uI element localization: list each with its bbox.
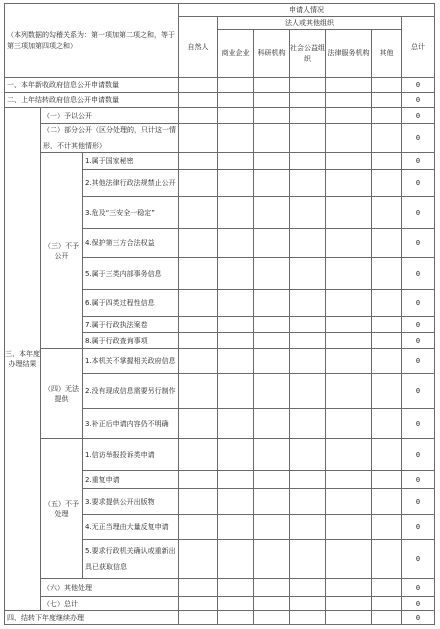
group-unable-to-provide (41, 349, 83, 439)
header-legal-service-text: 法律服务机构 (327, 49, 370, 57)
row-cell (218, 229, 254, 258)
row-total (402, 170, 435, 197)
row-cell (254, 229, 290, 258)
row-total (402, 124, 435, 153)
row-total (402, 78, 435, 93)
row-cell (372, 258, 402, 290)
row-label (4, 611, 179, 625)
row-cell (254, 540, 290, 579)
row-cell (218, 153, 254, 170)
header-other-text: 其他 (379, 49, 394, 57)
row-total-text: 0 (415, 357, 421, 365)
row-label-text: 6.属于四类过程性信息 (85, 299, 155, 307)
row-cell (326, 349, 372, 374)
row-total-text: 0 (415, 336, 421, 345)
row-label-text: 二、上年结转政府信息公开申请数量 (7, 96, 119, 104)
row-total-text: 0 (415, 419, 421, 428)
row-cell (372, 170, 402, 197)
header-total-text: 总计 (411, 42, 425, 51)
row-cell (218, 597, 254, 611)
row-label (41, 124, 179, 153)
row-label-text: （一）予以公开 (43, 111, 92, 120)
row-cell (290, 108, 326, 124)
row-label-text: （二）部分公开（区分处理的，只计这一情形，不计其他情形） (43, 126, 176, 150)
row-cell (179, 374, 218, 409)
row-cell (290, 197, 326, 229)
row-cell (254, 93, 290, 108)
row-total-text: 0 (415, 475, 421, 484)
row-label (83, 489, 179, 515)
row-cell (372, 108, 402, 124)
row-cell (372, 439, 402, 471)
row-cell (290, 333, 326, 349)
row-total (402, 515, 435, 540)
row-cell (254, 597, 290, 611)
row-label-text: 2.其他法律行政法规禁止公开 (85, 179, 176, 187)
row-cell (290, 374, 326, 409)
row-cell (290, 471, 326, 489)
row-label (41, 579, 179, 597)
row-cell (372, 409, 402, 439)
row-label (83, 317, 179, 333)
row-label (41, 597, 179, 611)
row-cell (326, 108, 372, 124)
row-cell (372, 540, 402, 579)
header-natural-person (179, 17, 218, 78)
row-cell (179, 153, 218, 170)
row-total (402, 258, 435, 290)
row-label (83, 170, 179, 197)
row-cell (326, 124, 372, 153)
row-cell (372, 374, 402, 409)
row-total (402, 540, 435, 579)
row-cell (179, 579, 218, 597)
row-cell (254, 197, 290, 229)
header-legal-entities (218, 17, 402, 30)
row-label-text: 1.本机关不掌握相关政府信息 (85, 357, 176, 365)
row-label (83, 515, 179, 540)
row-label (83, 471, 179, 489)
row-total (402, 611, 435, 625)
group-not-processed-text: （五）不予处理 (44, 499, 79, 518)
row-cell (254, 471, 290, 489)
row-cell (179, 290, 218, 317)
row-cell (254, 409, 290, 439)
row-cell (290, 78, 326, 93)
row-total (402, 471, 435, 489)
row-label-text: 4.保护第三方合法权益 (85, 239, 155, 247)
header-social-welfare (290, 30, 326, 78)
row-total-text: 0 (415, 111, 421, 120)
row-cell (179, 333, 218, 349)
row-total-text: 0 (415, 450, 421, 459)
row-cell (218, 317, 254, 333)
row-total (402, 108, 435, 124)
row-cell (326, 597, 372, 611)
row-label-text: 5.属于三类内部事务信息 (85, 269, 162, 278)
header-applicant-status (179, 3, 435, 17)
header-applicant-status-text: 申请人情况 (289, 5, 324, 14)
row-cell (326, 515, 372, 540)
row-cell (218, 439, 254, 471)
row-cell (372, 317, 402, 333)
header-total (402, 17, 435, 78)
row-label (83, 333, 179, 349)
row-total-text: 0 (415, 134, 421, 142)
row-cell (218, 124, 254, 153)
row-cell (179, 540, 218, 579)
header-business (218, 30, 254, 78)
row-cell (179, 439, 218, 471)
group-section-3-text: 三、本年度办理结果 (5, 350, 40, 368)
row-cell (372, 333, 402, 349)
row-cell (179, 515, 218, 540)
row-total-text: 0 (415, 96, 421, 104)
row-cell (372, 290, 402, 317)
row-cell (179, 471, 218, 489)
row-cell (290, 124, 326, 153)
row-cell (326, 93, 372, 108)
row-cell (290, 229, 326, 258)
row-label (83, 349, 179, 374)
row-cell (218, 579, 254, 597)
row-cell (218, 333, 254, 349)
row-label-text: 2.重复申请 (85, 475, 120, 484)
row-cell (372, 489, 402, 515)
row-cell (372, 153, 402, 170)
row-cell (179, 349, 218, 374)
row-cell (254, 579, 290, 597)
row-cell (254, 515, 290, 540)
row-cell (326, 170, 372, 197)
row-cell (218, 93, 254, 108)
row-cell (372, 579, 402, 597)
row-total-text: 0 (415, 555, 421, 563)
row-cell (179, 409, 218, 439)
row-cell (179, 170, 218, 197)
row-cell (290, 349, 326, 374)
row-total-text: 0 (415, 523, 421, 531)
row-cell (326, 374, 372, 409)
row-cell (254, 108, 290, 124)
row-cell (372, 611, 402, 625)
row-cell (326, 489, 372, 515)
header-note (4, 3, 179, 78)
row-total (402, 317, 435, 333)
header-note-text: （本列数据的勾稽关系为：第一项加第二项之和，等于第三项加第四项之和） (7, 30, 175, 50)
row-cell (290, 317, 326, 333)
row-total (402, 489, 435, 515)
row-cell (218, 258, 254, 290)
row-cell (290, 540, 326, 579)
row-cell (326, 290, 372, 317)
row-total (402, 197, 435, 229)
row-label (83, 439, 179, 471)
row-total (402, 409, 435, 439)
row-total-text: 0 (415, 81, 421, 89)
row-cell (290, 93, 326, 108)
row-cell (218, 374, 254, 409)
row-label (83, 258, 179, 290)
group-unable-to-provide-text: （四）无法提供 (44, 384, 79, 403)
row-cell (326, 229, 372, 258)
row-cell (326, 540, 372, 579)
group-section-3 (4, 108, 41, 611)
row-label-text: 1.属于国家秘密 (85, 157, 134, 165)
row-label-text: 一、本年新收政府信息公开申请数量 (7, 81, 119, 89)
information-disclosure-table (4, 3, 435, 625)
row-cell (179, 611, 218, 625)
row-label (4, 93, 179, 108)
row-label-text: 5.要求行政机关确认或重新出具已获取信息 (85, 547, 176, 571)
row-cell (254, 258, 290, 290)
row-cell (179, 197, 218, 229)
group-not-processed (41, 439, 83, 579)
header-research (254, 30, 290, 78)
row-cell (326, 197, 372, 229)
row-label (4, 78, 179, 93)
row-total (402, 374, 435, 409)
row-cell (372, 471, 402, 489)
header-social-welfare-text: 社会公益组织 (290, 43, 325, 63)
header-legal-entities-text: 法人或其他组织 (285, 18, 334, 27)
row-cell (218, 349, 254, 374)
row-cell (254, 317, 290, 333)
row-total (402, 579, 435, 597)
row-cell (254, 489, 290, 515)
row-cell (372, 515, 402, 540)
row-cell (254, 439, 290, 471)
row-cell (179, 108, 218, 124)
row-cell (179, 93, 218, 108)
row-cell (290, 611, 326, 625)
group-not-disclosed (41, 153, 83, 349)
row-cell (218, 108, 254, 124)
row-label-text: 7.属于行政执法案卷 (85, 320, 148, 329)
row-cell (372, 197, 402, 229)
row-cell (254, 349, 290, 374)
row-cell (326, 78, 372, 93)
row-cell (326, 579, 372, 597)
row-total-text: 0 (415, 497, 421, 506)
row-cell (372, 93, 402, 108)
row-cell (179, 78, 218, 93)
row-total-text: 0 (415, 157, 421, 165)
row-total-text: 0 (415, 299, 421, 307)
row-cell (290, 489, 326, 515)
row-cell (290, 597, 326, 611)
row-label (83, 153, 179, 170)
row-label-text: 3.危及“三安全一稳定” (85, 208, 155, 217)
row-cell (218, 611, 254, 625)
row-total (402, 349, 435, 374)
row-label-text: 四、结转下年度继续办理 (7, 613, 84, 622)
row-label (83, 374, 179, 409)
row-label-text: 2.没有现成信息需要另行制作 (85, 387, 176, 395)
row-cell (179, 489, 218, 515)
row-total (402, 597, 435, 611)
row-cell (372, 78, 402, 93)
row-total-text: 0 (415, 179, 421, 187)
row-cell (218, 471, 254, 489)
row-cell (254, 170, 290, 197)
row-cell (254, 333, 290, 349)
row-total-text: 0 (415, 269, 421, 278)
row-cell (290, 290, 326, 317)
row-cell (218, 170, 254, 197)
row-total-text: 0 (415, 599, 421, 608)
row-cell (372, 229, 402, 258)
row-label-text: （六）其他处理 (43, 583, 92, 592)
row-cell (254, 290, 290, 317)
row-cell (290, 258, 326, 290)
row-cell (254, 78, 290, 93)
row-cell (290, 170, 326, 197)
row-cell (326, 258, 372, 290)
row-label-text: 4.无正当理由大量反复申请 (85, 523, 169, 531)
header-natural-person-text: 自然人 (187, 42, 209, 51)
row-cell (326, 317, 372, 333)
row-total (402, 290, 435, 317)
row-cell (218, 290, 254, 317)
row-label (83, 229, 179, 258)
header-business-text: 商业企业 (221, 49, 250, 57)
row-cell (254, 611, 290, 625)
row-label-text: 3.要求提供公开出版物 (85, 497, 155, 506)
row-cell (372, 349, 402, 374)
row-cell (372, 597, 402, 611)
header-other (372, 30, 402, 78)
row-total-text: 0 (415, 208, 421, 217)
row-total-text: 0 (415, 583, 421, 592)
row-label (83, 197, 179, 229)
row-cell (290, 409, 326, 439)
row-cell (218, 409, 254, 439)
row-cell (326, 611, 372, 625)
row-cell (179, 229, 218, 258)
row-cell (254, 374, 290, 409)
row-cell (326, 153, 372, 170)
row-cell (326, 471, 372, 489)
row-total-text: 0 (415, 387, 421, 395)
row-cell (290, 439, 326, 471)
row-cell (290, 515, 326, 540)
row-cell (254, 153, 290, 170)
row-cell (290, 153, 326, 170)
row-label-text: 1.信访举报投诉类申请 (85, 450, 155, 459)
row-label (83, 540, 179, 579)
row-total-text: 0 (415, 320, 421, 329)
row-cell (254, 124, 290, 153)
row-label-text: （七）总计 (43, 599, 78, 608)
row-cell (290, 579, 326, 597)
row-label (41, 108, 179, 124)
row-total (402, 333, 435, 349)
row-cell (372, 124, 402, 153)
row-total (402, 93, 435, 108)
row-total (402, 229, 435, 258)
row-label-text: 3.补正后申请内容仍不明确 (85, 419, 169, 428)
row-total (402, 439, 435, 471)
row-cell (218, 515, 254, 540)
row-cell (179, 317, 218, 333)
row-label-text: 8.属于行政查询事项 (85, 336, 148, 345)
row-total (402, 153, 435, 170)
row-label (83, 290, 179, 317)
row-total-text: 0 (415, 613, 421, 622)
row-cell (218, 197, 254, 229)
group-not-disclosed-text: （三）不予公开 (44, 241, 79, 260)
row-label (83, 409, 179, 439)
row-cell (179, 124, 218, 153)
row-cell (179, 597, 218, 611)
row-cell (326, 439, 372, 471)
row-cell (218, 540, 254, 579)
header-research-text: 科研机构 (257, 49, 286, 57)
row-total-text: 0 (415, 239, 421, 247)
header-legal-service (326, 30, 372, 78)
row-cell (326, 333, 372, 349)
row-cell (179, 258, 218, 290)
row-cell (326, 409, 372, 439)
row-cell (218, 78, 254, 93)
row-cell (218, 489, 254, 515)
